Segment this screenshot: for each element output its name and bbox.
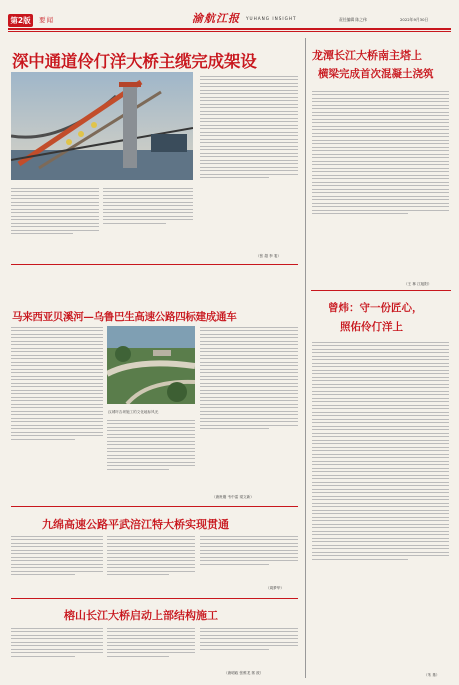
bridge2-headline: 九绵高速公路平武涪江特大桥实现贯通	[42, 518, 229, 531]
masthead-rule-thin	[8, 31, 451, 32]
lead-headline: 深中通道伶仃洋大桥主缆完成架设	[12, 52, 257, 71]
profile-headline-1: 曾炜：守一份匠心，	[328, 302, 423, 314]
bridge2-byline: （周梦华）	[266, 586, 284, 590]
divider-2	[11, 506, 298, 507]
highway-aerial-photo	[107, 326, 195, 404]
bridge2-body-col3	[200, 534, 298, 584]
bottom-body-col3	[200, 626, 298, 670]
highway-body-col2	[107, 418, 195, 504]
divider-1	[11, 264, 298, 265]
bridge2-body-col2	[107, 534, 195, 596]
bottom-byline: （唐明政 张维龙 郭 波）	[224, 671, 264, 675]
column-divider	[305, 38, 306, 678]
lead-body-col3	[200, 74, 298, 260]
right-top-body	[312, 89, 449, 279]
highway-headline: 马来西亚贝溪河—乌鲁巴生高速公路四标建成通车	[12, 311, 237, 323]
profile-body	[312, 340, 449, 674]
masthead-category: 要闻	[39, 16, 54, 24]
lead-body-col1	[11, 186, 99, 261]
paper-pinyin: YUHANG INSIGHT	[246, 16, 297, 21]
lead-photo	[11, 72, 193, 180]
masthead-rule	[8, 28, 451, 30]
bottom-body-col2	[107, 626, 195, 676]
profile-headline-2: 照佑伶仃洋上	[340, 321, 403, 333]
profile-byline: （朱 基）	[424, 673, 440, 677]
right-headline-1: 龙潭长江大桥南主塔上	[312, 49, 422, 62]
divider-3	[11, 598, 298, 599]
divider-right-1	[311, 290, 451, 291]
bottom-headline: 榕山长江大桥启动上部结构施工	[64, 609, 218, 622]
highway-caption: 汉城吓吉坝施工的文化地标风光	[108, 410, 159, 414]
issue-date: 2022年9月30日	[400, 17, 429, 22]
edition-info: 责任编辑 陈之伟	[339, 17, 367, 22]
bridge-cable-photo	[11, 72, 193, 180]
highway-photo	[107, 326, 195, 404]
right-top-byline: （王 林 江旭阳）	[404, 282, 432, 286]
highway-byline: （唐贵刚 韦中雷 梁文新）	[212, 495, 254, 499]
lead-body-col2	[103, 186, 193, 261]
right-headline-2: 横梁完成首次混凝土浇筑	[318, 68, 434, 80]
highway-body-col1	[11, 325, 103, 505]
bridge2-body-col1	[11, 534, 103, 596]
bottom-body-col1	[11, 626, 103, 676]
highway-body-col3	[200, 325, 298, 495]
page-badge: 第2版	[8, 14, 33, 27]
lead-byline: （张 超 李 斐）	[256, 254, 281, 258]
paper-title: 渝航江报	[192, 12, 240, 25]
